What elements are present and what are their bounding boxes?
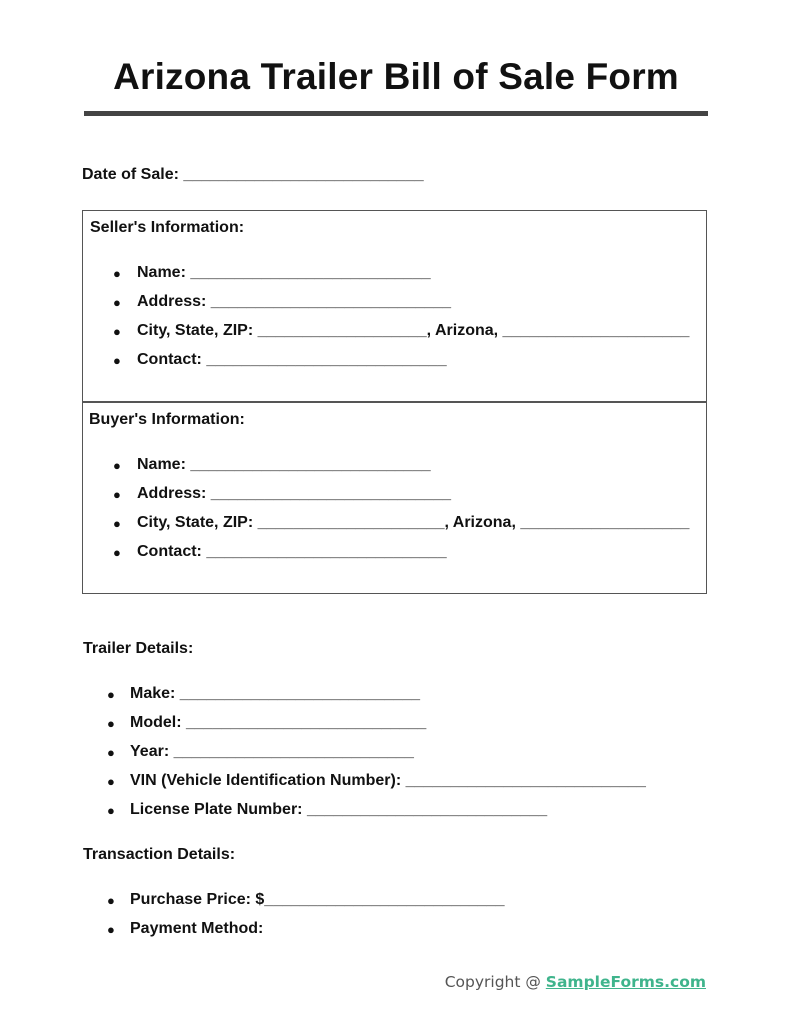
seller-name-field[interactable]: Name: ___________________________	[137, 264, 431, 281]
form-title: Arizona Trailer Bill of Sale Form	[113, 56, 679, 97]
trailer-details-heading: Trailer Details:	[83, 640, 194, 657]
purchase-price-field[interactable]: Purchase Price: $___________________________	[130, 891, 505, 908]
bullet-icon: ●	[107, 922, 115, 937]
copyright-text: Copyright @	[444, 973, 546, 991]
title-divider	[84, 111, 708, 116]
bullet-icon: ●	[113, 353, 121, 368]
buyer-city-state-zip-field[interactable]: City, State, ZIP: _____________________, Arizona, ___________________	[137, 514, 690, 531]
trailer-make-field[interactable]: Make: ___________________________	[130, 685, 421, 702]
bullet-icon: ●	[113, 545, 121, 560]
bullet-icon: ●	[107, 893, 115, 908]
buyer-contact-field[interactable]: Contact: ___________________________	[137, 543, 447, 560]
trailer-license-plate-field[interactable]: License Plate Number: ___________________________	[130, 801, 548, 818]
buyer-name-field[interactable]: Name: ___________________________	[137, 456, 431, 473]
bullet-icon: ●	[107, 687, 115, 702]
trailer-vin-field[interactable]: VIN (Vehicle Identification Number): ___________________________	[130, 772, 646, 789]
seller-city-state-zip-field[interactable]: City, State, ZIP: ___________________, Arizona, _____________________	[137, 322, 690, 339]
bullet-icon: ●	[113, 516, 121, 531]
seller-heading: Seller's Information:	[90, 219, 245, 236]
buyer-heading: Buyer's Information:	[89, 411, 245, 428]
bullet-icon: ●	[107, 716, 115, 731]
bullet-icon: ●	[113, 324, 121, 339]
buyer-address-field[interactable]: Address: ___________________________	[137, 485, 452, 502]
bullet-icon: ●	[107, 774, 115, 789]
bullet-icon: ●	[113, 266, 121, 281]
trailer-year-field[interactable]: Year: ___________________________	[130, 743, 414, 760]
bullet-icon: ●	[107, 803, 115, 818]
copyright-notice	[445, 973, 706, 991]
bullet-icon: ●	[113, 295, 121, 310]
trailer-model-field[interactable]: Model: ___________________________	[130, 714, 427, 731]
transaction-details-heading: Transaction Details:	[83, 846, 236, 863]
date-of-sale-field[interactable]: Date of Sale: ___________________________	[82, 166, 424, 183]
bullet-icon: ●	[107, 745, 115, 760]
bullet-icon: ●	[113, 487, 121, 502]
seller-contact-field[interactable]: Contact: ___________________________	[137, 351, 447, 368]
sampleforms-link[interactable]: SampleForms.com	[545, 973, 706, 991]
seller-address-field[interactable]: Address: ___________________________	[137, 293, 452, 310]
payment-method-field[interactable]: Payment Method:	[130, 920, 264, 937]
bullet-icon: ●	[113, 458, 121, 473]
